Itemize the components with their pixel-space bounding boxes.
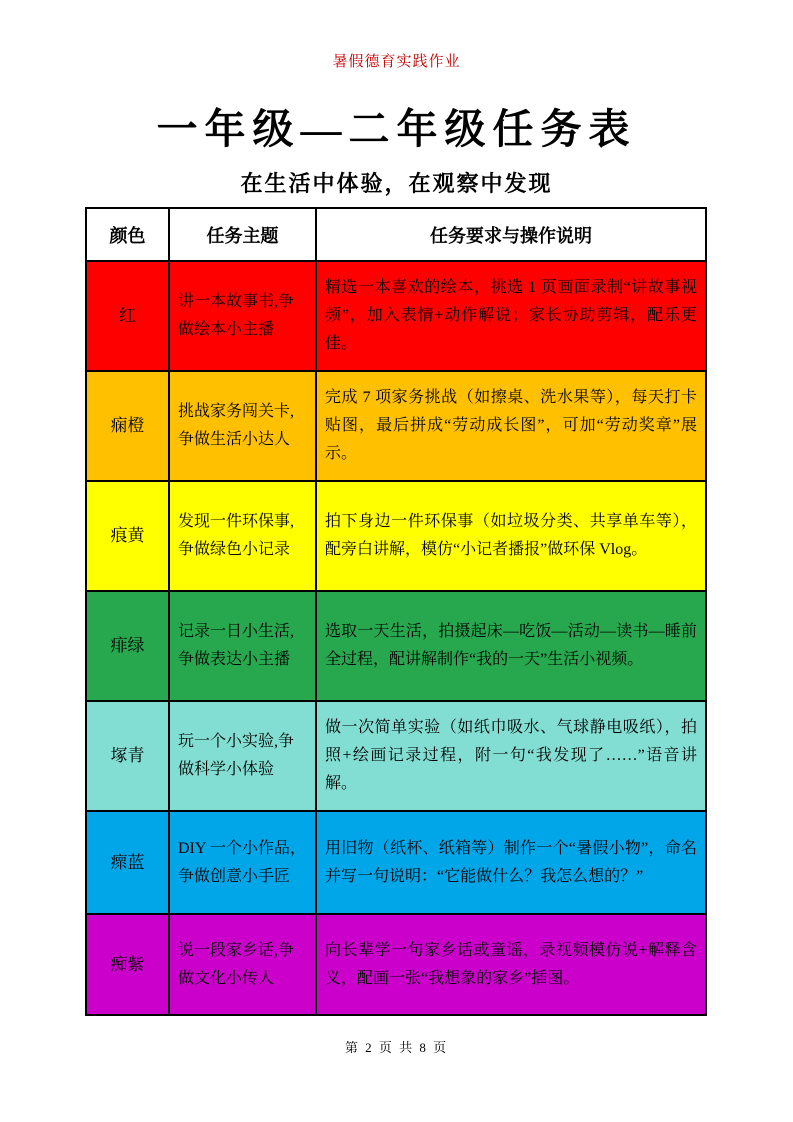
table-row-green	[86, 591, 706, 701]
description-cell: 用旧物（纸杯、纸箱等）制作一个“暑假小物”，命名并写一句说明：“它能做什么？我怎么想的？”	[316, 811, 706, 914]
color-cell: 痴紫	[86, 914, 169, 1015]
theme-cell: 记录一日小生活,争做表达小主播	[169, 591, 316, 701]
color-cell: 痕黄	[86, 481, 169, 591]
color-cell: 红	[86, 261, 169, 371]
table-row-teal	[86, 701, 706, 811]
description-cell: 选取一天生活，拍摄起床—吃饭—活动—读书—睡前全过程，配讲解制作“我的一天”生活小视频。	[316, 591, 706, 701]
theme-cell: 挑战家务闯关卡,争做生活小达人	[169, 371, 316, 481]
table-row-yellow	[86, 481, 706, 591]
column-header-color: 颜色	[86, 208, 169, 261]
theme-cell: 玩一个小实验,争做科学小体验	[169, 701, 316, 811]
table-row-red	[86, 261, 706, 371]
column-header-theme: 任务主题	[169, 208, 316, 261]
table-row-blue	[86, 811, 706, 914]
table-row-orange	[86, 371, 706, 481]
color-cell: 痱绿	[86, 591, 169, 701]
theme-cell: 讲一本故事书,争做绘本小主播	[169, 261, 316, 371]
color-cell: 塚青	[86, 701, 169, 811]
page-title: 一年级—二年级任务表	[156, 106, 637, 152]
page-footer: 第 2 页 共 8 页	[344, 1040, 449, 1055]
color-cell: 痫橙	[86, 371, 169, 481]
description-cell: 精选一本喜欢的绘本，挑选 1 页画面录制“讲故事视频”，加入表情+动作解说；家长协助剪辑，配乐更佳。	[316, 261, 706, 371]
theme-cell: 发现一件环保事,争做绿色小记录	[169, 481, 316, 591]
column-header-requirements: 任务要求与操作说明	[316, 208, 706, 261]
table-row-purple	[86, 914, 706, 1015]
page-subtitle: 在生活中体验，在观察中发现	[240, 171, 553, 196]
table-header-row	[86, 208, 706, 261]
description-cell: 完成 7 项家务挑战（如擦桌、洗水果等），每天打卡贴图，最后拼成“劳动成长图”，可加“劳动奖章”展示。	[316, 371, 706, 481]
color-cell: 瘝蓝	[86, 811, 169, 914]
document-header-text: 暑假德育实践作业	[332, 54, 461, 70]
description-cell: 做一次简单实验（如纸巾吸水、气球静电吸纸），拍照+绘画记录过程，附一句“我发现了……”语音讲解。	[316, 701, 706, 811]
description-cell: 拍下身边一件环保事（如垃圾分类、共享单车等），配旁白讲解，模仿“小记者播报”做环保 Vlog。	[316, 481, 706, 591]
description-cell: 向长辈学一句家乡话或童谣，录视频模仿说+解释含义，配画一张“我想象的家乡”插图。	[316, 914, 706, 1015]
task-table	[85, 207, 707, 1016]
theme-cell: 说一段家乡话,争做文化小传人	[169, 914, 316, 1015]
theme-cell: DIY 一个小作品，争做创意小手匠	[169, 811, 316, 914]
